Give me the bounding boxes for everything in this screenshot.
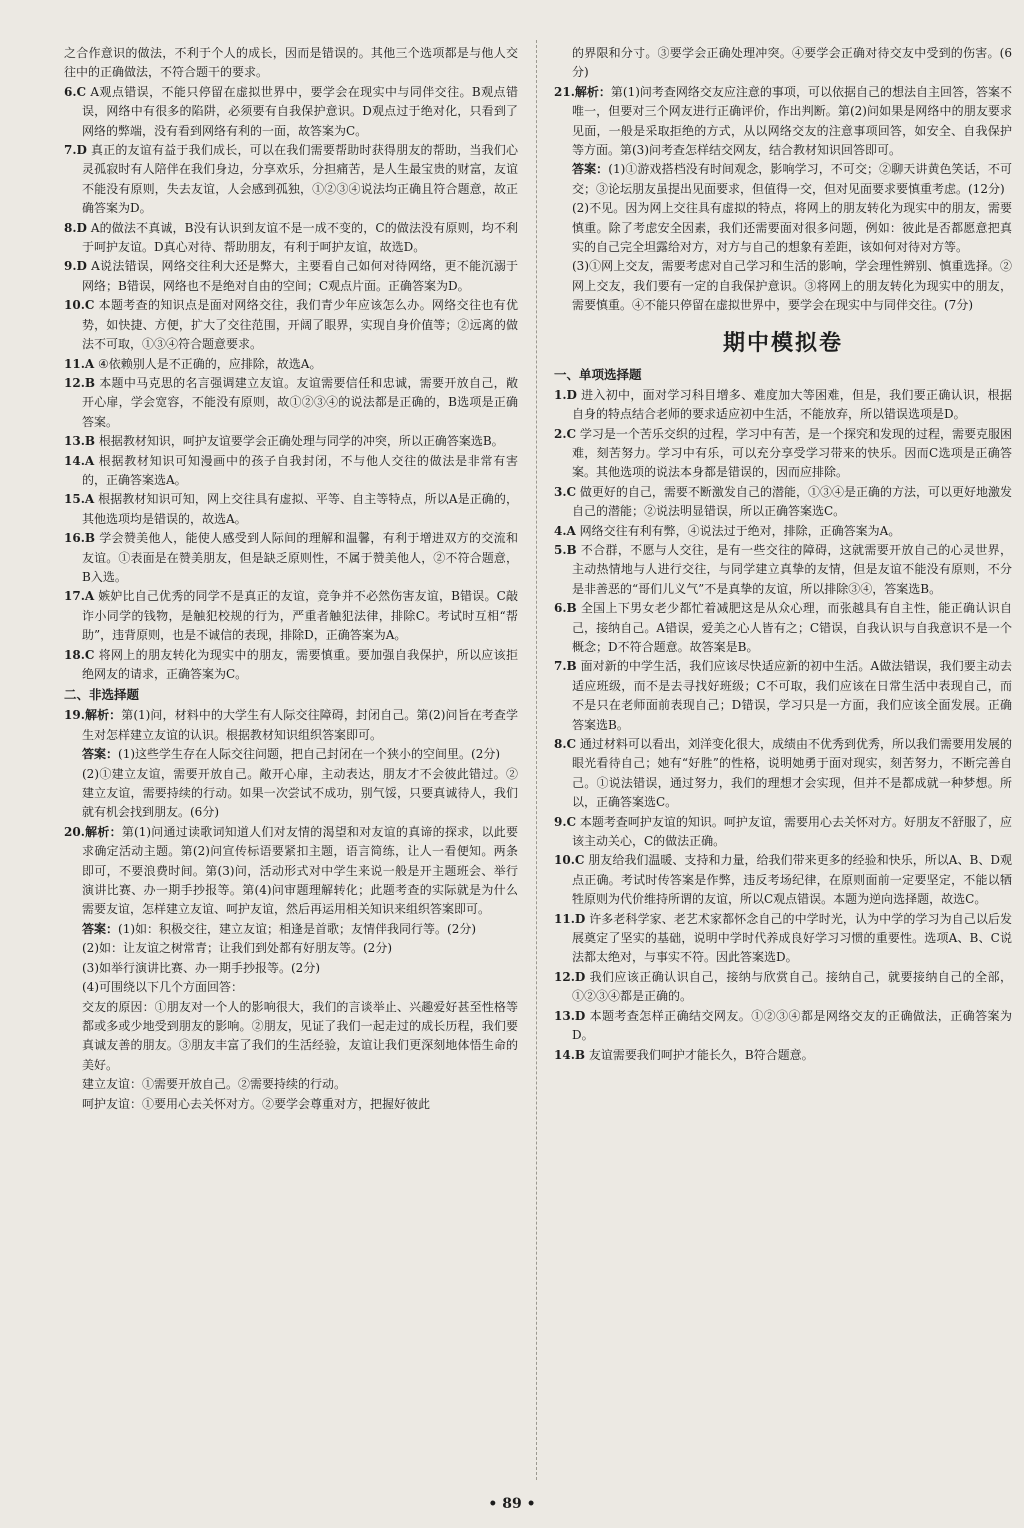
question-21-answer-part: (3)①网上交友，需要考虑对自己学习和生活的影响，学会理性辨别、慎重选择。②网上交友，我们要有一定的自我保护意识。③将网上的朋友转化为现实中的朋友，需要慎重。④不能只停留在虚拟世界中，要学会在现实中与同伴交往。(7分): [572, 259, 1012, 313]
answer-item: 13.D 本题考查怎样正确结交网友。①②③④都是网络交友的正确做法，正确答案为D。: [554, 1008, 1012, 1043]
answer-item: 2.C 学习是一个苦乐交织的过程，学习中有苦，是一个探究和发现的过程，需要克服困难，刻苦努力。学习中有乐，可以充分享受学习带来的快乐。因而C选项是正确答案。其他选项的说法本身都是错误的，因而应排除。: [554, 426, 1012, 480]
question-20-answer-part: (2)如：让友谊之树常青；让我们到处都有好朋友等。(2分): [82, 941, 392, 956]
right-column: [554, 44, 1012, 1065]
section-title: 期中模拟卷: [722, 330, 843, 356]
column-divider: [536, 40, 537, 1480]
answer-item: 16.B 学会赞美他人，能使人感受到人际间的理解和温馨，有利于增进双方的交流和友谊。①表面是在赞美朋友，但是缺乏原则性，不属于赞美他人，②不符合题意，B入选。: [64, 531, 518, 584]
question-19-analysis: 19.解析：第(1)问，材料中的大学生有人际交往障碍，封闭自己。第(2)问旨在考查学生对怎样建立友谊的认识。根据教材知识组织答案即可。: [64, 708, 518, 742]
answer-item: 8.D A的做法不真诚，B没有认识到友谊不是一成不变的，C的做法没有原则，均不利于呵护友谊。D真心对待、帮助朋友，有利于呵护友谊，故选D。: [64, 220, 518, 255]
answer-item: 11.A ④依赖别人是不正确的，应排除，故选A。: [64, 356, 322, 371]
question-21-answer-part: (2)不见。因为网上交往具有虚拟的特点，将网上的朋友转化为现实中的朋友，需要慎重。除了考虑安全因素，我们还需要面对很多问题，例如：彼此是否都愿意把真实的自己完全坦露给对方，对方与自己的想象有差距，该如何对待对方等。: [572, 201, 1012, 255]
answer-item: 12.D 我们应该正确认识自己，接纳与欣赏自己。接纳自己，就要接纳自己的全部，①②③④都是正确的。: [554, 969, 1012, 1004]
question-20-analysis: 20.解析：第(1)问通过读歌词知道人们对友情的渴望和对友谊的真谛的探求，以此要求确定活动主题。第(2)问宣传标语要紧扣主题，语言简练，让人一看便知。两条即可，不要浪费时间。第(3)问，活动形式对中学生来说一般是开主题班会、举行演讲比赛、办一期手抄报等。第(4)问审题理解转化；此题考查的实际就是为什么需要友谊，怎样建立友谊、呵护友谊，然后再运用相关知识来组织答案即可。: [64, 824, 518, 917]
continued-paragraph: 的界限和分寸。③要学会正确处理冲突。④要学会正确对待交友中受到的伤害。(6分): [572, 46, 1012, 80]
continued-paragraph: 之合作意识的做法，不利于个人的成长，因而是错误的。其他三个选项都是与他人交往中的正确做法，不符合题干的要求。: [64, 46, 518, 80]
answer-item: 14.A 根据教材知识可知漫画中的孩子自我封闭，不与他人交往的做法是非常有害的，正确答案选A。: [64, 453, 518, 487]
answer-item: 6.B 全国上下男女老少都忙着减肥这是从众心理，而张越具有自主性，能正确认识自己，接纳自己。A错误，爱美之心人皆有之；C错误，自我认识与自我意识不是一个概念；D不符合题意。故答案是B。: [554, 601, 1012, 654]
answer-item: 7.B 面对新的中学生活，我们应该尽快适应新的初中生活。A做法错误，我们要主动去适应班级，而不是去寻找好班级；C不可取，我们应该在日常生活中表现自己，而不是只在老师面前表现自己；D错误，学习只是一方面，我们应该全面发展。正确答案选B。: [554, 659, 1012, 732]
answer-item: 10.C 本题考查的知识点是面对网络交往，我们青少年应该怎么办。网络交往也有优势，如快捷、方便，扩大了交往范围，开阔了眼界，实现自身价值等；②远离的做法不可取，①③④符合题意要求。: [64, 298, 518, 352]
answer-item: 13.B 根据教材知识，呵护友谊要学会正确处理与同学的冲突，所以正确答案选B。: [64, 434, 504, 449]
question-20-answer-part: 建立友谊：①需要开放自己。②需要持续的行动。: [82, 1077, 347, 1092]
answer-item: 8.C 通过材料可以看出，刘洋变化很大，成绩由不优秀到优秀，所以我们需要用发展的眼光看待自己；她有“好胜”的性格，说明她勇于面对现实，刻苦努力，不断完善自己。①说法错误，通过努力，我们的理想才会实现，但并不是都成就一种梦想。所以，正确答案选C。: [554, 737, 1012, 810]
question-21-analysis: 21.解析：第(1)问考查网络交友应注意的事项，可以依据自己的想法自主回答，答案不唯一，但要对三个网友进行正确评价，作出判断。第(2)问如果是网络中的朋友要求见面，一般是采取拒绝的方式，从以网络交友的注意事项回答，如安全、自我保护等方面。第(3)问考查怎样结交网友，结合教材知识回答即可。: [554, 84, 1012, 158]
answer-item: 12.B 本题中马克思的名言强调建立友谊。友谊需要信任和忠诚，需要开放自己，敞开心扉，学会宽容，不能没有原则，故①②③④的说法都是正确的，B选项是正确答案。: [64, 375, 518, 429]
question-20-answer-part: 呵护友谊：①要用心去关怀对方。②要学会尊重对方，把握好彼此: [82, 1096, 431, 1111]
question-20-answer-part: 交友的原因：①朋友对一个人的影响很大，我们的言谈举止、兴趣爱好甚至性格等都或多或少地受到朋友的影响。②朋友，见证了我们一起走过的成长历程，我们要真诚友善的朋友。③朋友丰富了我们的生活经验，友谊让我们更深刻地体悟生命的美好。: [82, 999, 518, 1072]
answer-item: 17.A 嫉妒比自己优秀的同学不是真正的友谊，竞争并不必然伤害友谊，B错误。C敲诈小同学的钱物，是触犯校规的行为，严重者触犯法律，排除C。考试时互相“帮助”，违背原则，也是不诚信的表现，排除D，正确答案为A。: [64, 589, 518, 643]
question-19-answer: 答案：(1)这些学生存在人际交往问题，把自己封闭在一个狭小的空间里。(2分): [82, 747, 501, 762]
answer-item: 10.C 朋友给我们温暖、支持和力量，给我们带来更多的经验和快乐，所以A、B、D观点正确。考试时传答案是作弊，违反考场纪律，在原则面前一定要坚定，不能以牺牲原则为代价维持所谓的友谊，所以C观点错误。本题为逆向选择题，故选C。: [554, 853, 1012, 907]
answer-item: 6.C A观点错误，不能只停留在虚拟世界中，要学会在现实中与同伴交往。B观点错误，网络中有很多的陷阱，必须要有自我保护意识。D观点过于绝对化，只看到了网络的弊端，没有看到网络有利的一面，故答案为C。: [64, 84, 518, 138]
question-19-answer-part: (2)①建立友谊，需要开放自己。敞开心扉，主动表达，朋友才不会彼此错过。②建立友谊，需要持续的行动。如果一次尝试不成功，别气馁，只要真诚待人，我们就有机会找到朋友。(6分): [82, 766, 518, 820]
section-heading: 一、单项选择题: [554, 366, 642, 382]
answer-item: 9.C 本题考查呵护友谊的知识。呵护友谊，需要用心去关怀对方。好朋友不舒服了，应该主动关心，C的做法正确。: [554, 814, 1012, 849]
answer-item: 14.B 友谊需要我们呵护才能长久，B符合题意。: [554, 1047, 814, 1062]
answer-item: 15.A 根据教材知识可知，网上交往具有虚拟、平等、自主等特点，所以A是正确的，其他选项均是错误的，故选A。: [64, 492, 518, 526]
left-column: [64, 44, 518, 1114]
answer-item: 18.C 将网上的朋友转化为现实中的朋友，需要慎重。要加强自我保护，所以应该拒绝网友的请求，正确答案为C。: [64, 647, 518, 681]
answer-item: 7.D 真正的友谊有益于我们成长，可以在我们需要帮助时获得朋友的帮助，当我们心灵孤寂时有人陪伴在我们身边，分享欢乐，分担痛苦，是人生最宝贵的财富，友谊不能没有原则，失去友谊，人会感到孤独，①②③④说法均正确且符合题意，故正确答案为D。: [64, 143, 518, 216]
answer-item: 4.A 网络交往有利有弊，④说法过于绝对，排除，正确答案为A。: [554, 523, 901, 538]
page-number: • 89 •: [488, 1496, 536, 1512]
question-20-answer-part: (3)如举行演讲比赛、办一期手抄报等。(2分): [82, 960, 320, 975]
answer-item: 11.D 许多老科学家、老艺术家都怀念自己的中学时光，认为中学的学习为自己以后发展奠定了坚实的基础，说明中学时代养成良好学习习惯的重要性。选项A、B、C说法都太绝对，与事实不符。因此答案选D。: [554, 911, 1012, 965]
answer-item: 9.D A说法错误，网络交往利大还是弊大，主要看自己如何对待网络，更不能沉溺于网络；B错误，网络也不是绝对自由的空间；C观点片面。正确答案为D。: [64, 259, 518, 293]
answer-item: 5.B 不合群，不愿与人交往，是有一些交往的障碍，这就需要开放自己的心灵世界，主动热情地与人进行交往，与同学建立真挚的友情，但是友谊不能没有原则，不分是非善恶的“哥们儿义气”不是真挚的友谊，所以排除③④，答案选B。: [554, 542, 1012, 596]
question-20-answer: 答案：(1)如：积极交往，建立友谊；相逢是首歌；友情伴我同行等。(2分): [82, 921, 477, 936]
question-20-answer-part: (4)可围绕以下几个方面回答：: [82, 980, 243, 995]
section-heading: 二、非选择题: [64, 687, 140, 703]
answer-item: 1.D 进入初中，面对学习科目增多、难度加大等困难，但是，我们要正确认识，根据自身的特点结合老师的要求适应初中生活，不能放弃，所以错误选项是D。: [554, 387, 1012, 422]
answer-item: 3.C 做更好的自己，需要不断激发自己的潜能，①③④是正确的方法，可以更好地激发自己的潜能；②说法明显错误，所以正确答案选C。: [554, 484, 1012, 519]
question-21-answer: 答案：(1)①游戏搭档没有时间观念，影响学习，不可交；②聊天讲黄色笑话，不可交；③论坛朋友虽提出见面要求，但值得一交，但对见面要求要慎重考虑。(12分): [572, 162, 1012, 196]
